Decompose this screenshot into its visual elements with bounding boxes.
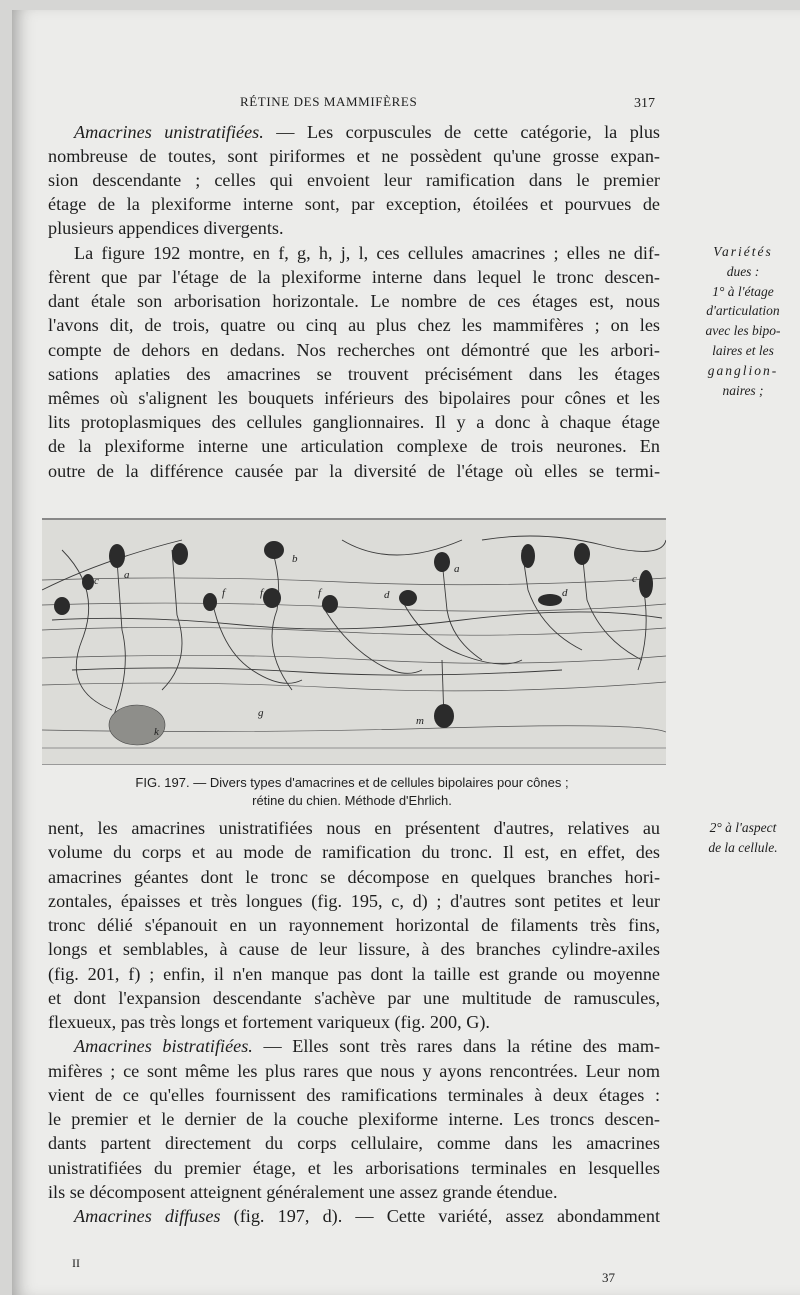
fig-label: f <box>222 587 226 599</box>
text-line: plusieurs appendices divergents. <box>48 218 284 238</box>
text-line: Amacrines bistratifiées. — Elles sont très rares dans la rétine des mam- <box>74 1036 660 1056</box>
text-line: Amacrines diffuses (fig. 197, d). — Cette variété, assez abondamment <box>74 1206 660 1226</box>
text-line: La figure 192 montre, en f, g, h, j, l, ces cellules amacrines ; elles ne dif- <box>74 243 660 263</box>
text-line: (fig. 201, f) ; enfin, il n'en manque pas dont la taille est grande ou moyenne <box>48 964 660 984</box>
fig-label: m <box>416 715 424 727</box>
signature-mark: II <box>72 1256 80 1270</box>
fig-label: f <box>318 587 322 599</box>
text-line: fèrent que par l'étage de la plexiforme interne dans lequel le tronc descen- <box>48 267 660 287</box>
text-line: flexueux, pas très longs et fortement variqueux (fig. 200, G). <box>48 1012 490 1032</box>
running-title: RÉTINE DES MAMMIFÈRES <box>240 94 418 109</box>
fig-label: a <box>124 569 130 581</box>
text-line: lits protoplasmiques des cellules ganglionnaires. Il y a donc à chaque étage <box>48 412 660 432</box>
dendrite-network <box>42 536 666 720</box>
text-line: mifères ; ce sont même les plus rares que nous y ayons rencontrées. Leur nom <box>48 1061 660 1081</box>
text-line: ils se décomposent atteignent généralement une assez grande étendue. <box>48 1182 558 1202</box>
figure-labels <box>94 553 637 738</box>
fig-label: c <box>94 575 99 587</box>
text-line: dant étale son arborisation horizontale. Le nombre de ces étages est, nous <box>48 291 660 311</box>
text-line: Amacrines unistratifiées. — Les corpuscules de cette catégorie, la plus <box>74 122 660 142</box>
text-line: compte de dehors en dedans. Nos recherches ont démontré que les arbori- <box>48 340 660 360</box>
cell-bodies <box>54 541 653 728</box>
figure-197-illustration <box>42 518 666 765</box>
figure-number: FIG. 197. <box>135 775 190 790</box>
page-number: 317 <box>634 96 655 111</box>
text-line: dants partent directement du corps cellulaire, comme dans les amacrines <box>48 1133 660 1153</box>
fig-label: d <box>562 587 568 599</box>
text-line: étage de la plexiforme interne sont, par exception, étoilées et pourvues de <box>48 194 660 214</box>
signature-number: 37 <box>602 1270 615 1285</box>
text-line: et dont l'expansion descendante s'achève par une multitude de ramuscules, <box>48 988 660 1008</box>
fig-label: f <box>260 587 264 599</box>
book-page <box>12 10 800 1295</box>
fig-label: d <box>384 589 390 601</box>
fig-label: k <box>154 726 159 738</box>
text-line: nent, les amacrines unistratifiées nous en présentent d'autres, relatives au <box>48 818 660 838</box>
section-lead: Amacrines diffuses <box>74 1206 221 1226</box>
text-line: le premier et le dernier de la couche plexiforme interne. Les troncs descen- <box>48 1109 660 1129</box>
text-line: tronc délié s'épanouit en un rayonnement horizontal de filaments très fins, <box>48 915 660 935</box>
text-line: longs et semblables, à cause de leur lissure, à des branches cylindre-axiles <box>48 939 660 959</box>
fig-label: b <box>292 553 298 565</box>
fig-label: c <box>632 573 637 585</box>
text-line: amacrines géantes dont le tronc se décompose en quelques branches hori- <box>48 867 660 887</box>
margin-note-aspect: 2° à l'aspect de la cellule. <box>708 820 778 855</box>
text-line: outre de la différence causée par la diversité de l'étage où elles se termi- <box>48 461 660 481</box>
text-line: zontales, épaisses et très longues (fig. 195, c, d) ; d'autres sont petites et leur <box>48 891 660 911</box>
text-line: volume du corps et au mode de ramification du tronc. Il est, en effet, des <box>48 842 660 862</box>
section-lead: Amacrines bistratifiées. <box>74 1036 253 1056</box>
section-lead: Amacrines unistratifiées. <box>74 122 264 142</box>
text-line: l'avons dit, de trois, quatre ou cinq au plus chez les mammifères ; on les <box>48 315 660 335</box>
text-line: mêmes où s'alignent les bouquets inférieurs des bipolaires pour cônes et les <box>48 388 660 408</box>
fig-label: g <box>258 707 264 719</box>
text-line: sations aplaties des amacrines se trouvent précisément dans les étages <box>48 364 660 384</box>
text-line: sion descendante ; celles qui envoient leur ramification dans le premier <box>48 170 660 190</box>
text-line: nombreuse de toutes, sont piriformes et ne possèdent qu'une grosse expan- <box>48 146 660 166</box>
ganglion-cell-cluster <box>109 705 165 745</box>
text-line: unistratifiées du premier étage, et les arborisations terminales en lesquelles <box>48 1158 660 1178</box>
margin-note-varieties: Variétés dues : 1° à l'étage d'articulation avec les bipo- laires et les ganglion- naires ; <box>705 244 781 398</box>
fig-label: a <box>454 563 460 575</box>
text-line: vient de ce qu'elles fournissent des ramifications terminales à deux étages : <box>48 1085 660 1105</box>
text-line: de la plexiforme interne une articulation complexe de trois neurones. En <box>48 436 660 456</box>
figure-caption: FIG. 197. — Divers types d'amacrines et de cellules bipolaires pour cônes ; rétine du chien. Méthode d'Ehrlich. <box>135 775 569 808</box>
